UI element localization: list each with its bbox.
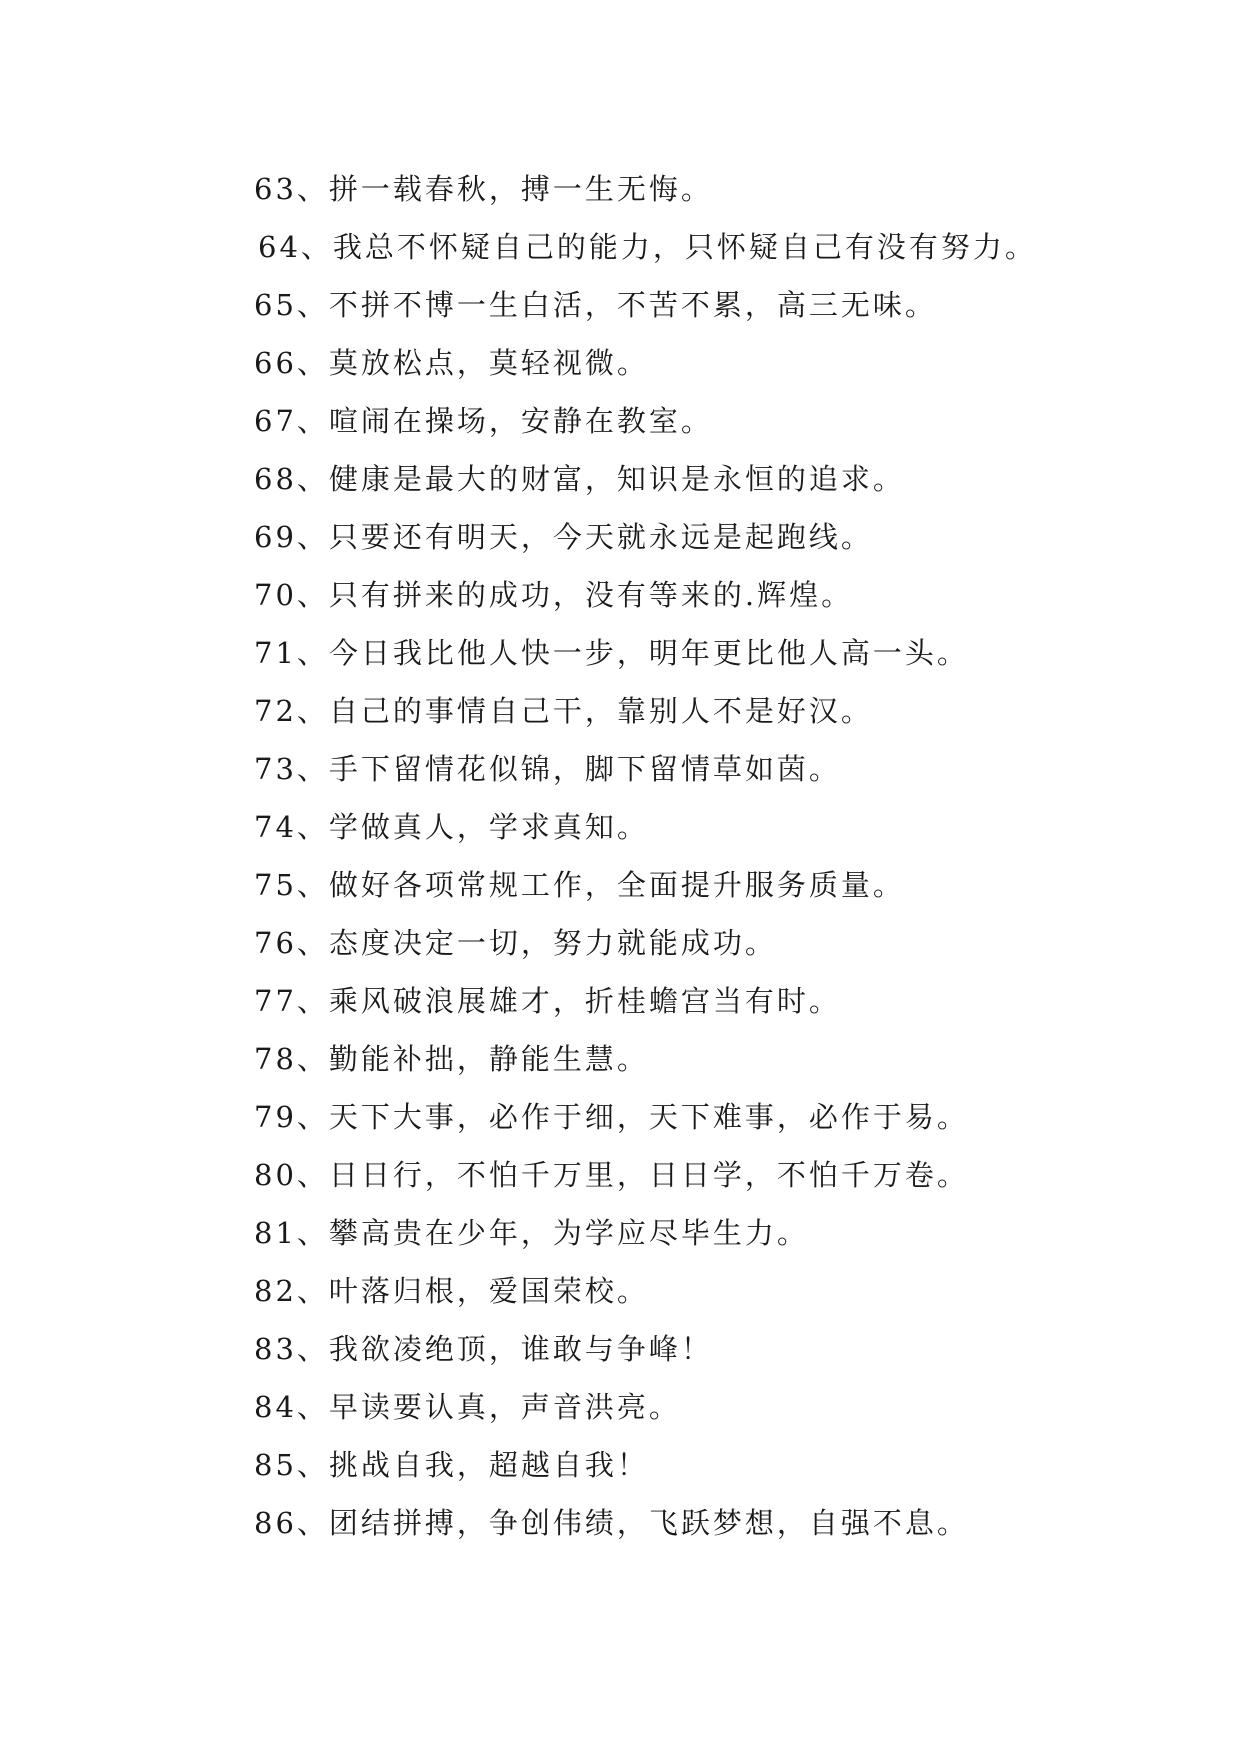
- list-item: 64、我总不怀疑自己的能力，只怀疑自己有没有努力。: [258, 230, 1037, 264]
- list-item: 77、乘风破浪展雄才，折桂蟾宫当有时。: [254, 984, 841, 1018]
- list-item: 65、不拼不博一生白活，不苦不累，高三无味。: [254, 288, 937, 322]
- list-item: 78、勤能补拙，静能生慧。: [254, 1042, 649, 1076]
- list-item: 86、团结拼搏，争创伟绩，飞跃梦想，自强不息。: [254, 1506, 969, 1540]
- list-item: 83、我欲凌绝顶，谁敢与争峰！: [254, 1332, 713, 1366]
- list-item: 74、学做真人，学求真知。: [254, 810, 649, 844]
- list-item: 72、自己的事情自己干，靠别人不是好汉。: [254, 694, 873, 728]
- list-item: 76、态度决定一切，努力就能成功。: [254, 926, 777, 960]
- list-item: 71、今日我比他人快一步，明年更比他人高一头。: [254, 636, 969, 670]
- list-item: 75、做好各项常规工作，全面提升服务质量。: [254, 868, 905, 902]
- list-item: 84、早读要认真，声音洪亮。: [254, 1390, 681, 1424]
- list-item: 66、莫放松点，莫轻视微。: [254, 346, 649, 380]
- list-item: 73、手下留情花似锦，脚下留情草如茵。: [254, 752, 841, 786]
- list-item: 82、叶落归根，爱国荣校。: [254, 1274, 649, 1308]
- slogan-list: [254, 160, 1214, 1552]
- list-item: 80、日日行，不怕千万里，日日学，不怕千万卷。: [254, 1158, 969, 1192]
- list-item: 63、拼一载春秋，搏一生无悔。: [254, 172, 713, 206]
- list-item: 81、攀高贵在少年，为学应尽毕生力。: [254, 1216, 809, 1250]
- list-item: 67、喧闹在操场，安静在教室。: [254, 404, 713, 438]
- list-item: 68、健康是最大的财富，知识是永恒的追求。: [254, 462, 905, 496]
- list-item: 69、只要还有明天，今天就永远是起跑线。: [254, 520, 873, 554]
- list-item: 85、挑战自我，超越自我！: [254, 1448, 649, 1482]
- list-item: 79、天下大事，必作于细，天下难事，必作于易。: [254, 1100, 969, 1134]
- list-item: 70、只有拼来的成功，没有等来的.辉煌。: [254, 578, 854, 612]
